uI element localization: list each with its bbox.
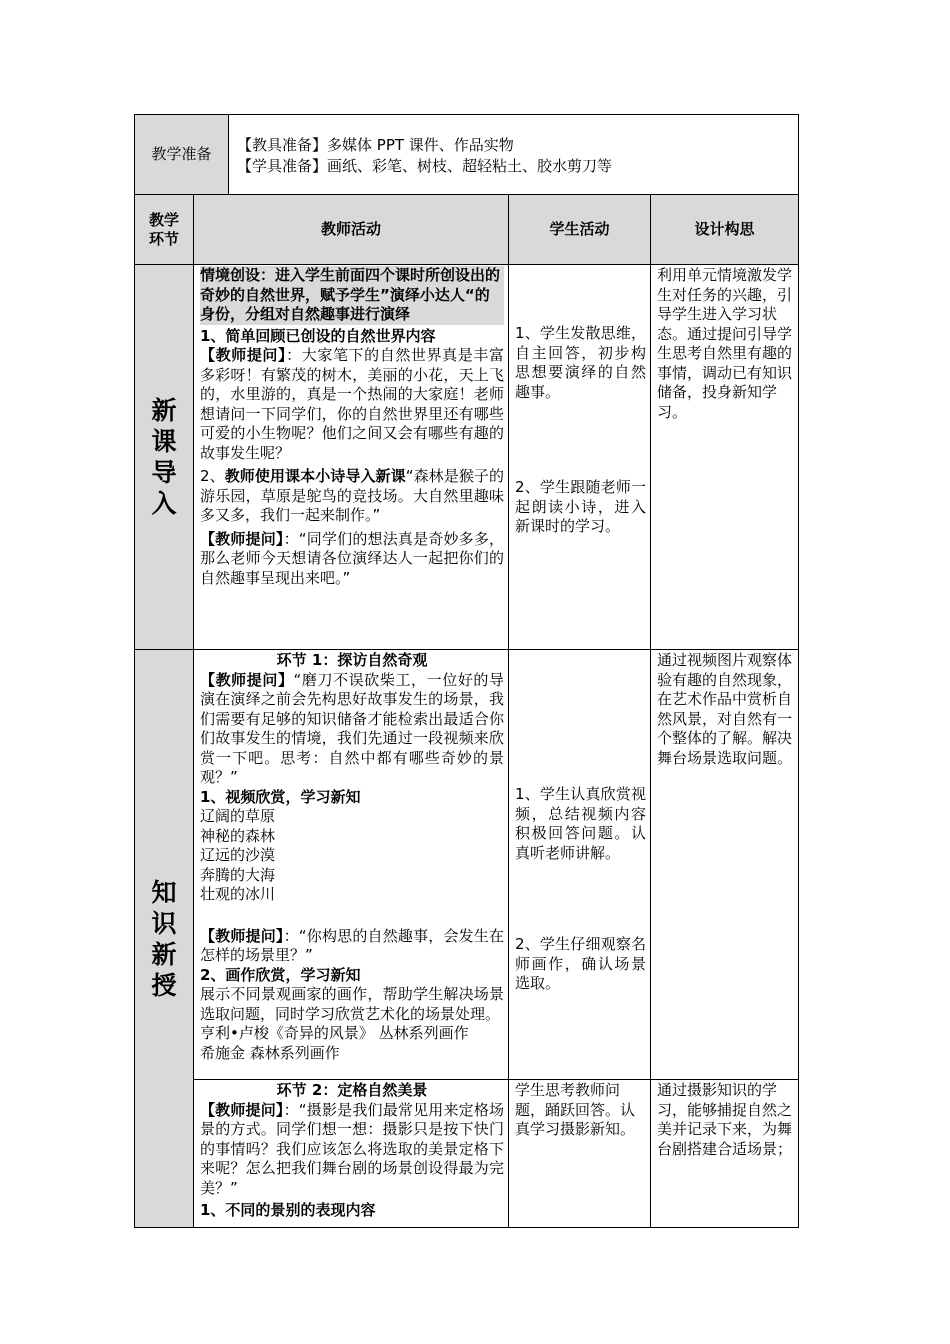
stage-new-knowledge xyxy=(135,650,194,1228)
intro-row xyxy=(135,265,799,650)
landscape-item: 神秘的森林 xyxy=(200,826,276,845)
question-text: ：“摄影是我们最常见用来定格场景的方式。同学们想一想：摄影只是按下快门的事情吗？我们应该怎么将选取的美景定格下来呢？怎么把我们舞台剧的场景创设得最为完美？” xyxy=(200,1100,505,1197)
landscape-item: 辽阔的草原 xyxy=(200,807,276,825)
section1-student-1: 1、学生认真欣赏视频，总结视频内容积极回答问题。认真听老师讲解。 xyxy=(515,785,647,862)
stage-char: 导 xyxy=(151,458,177,487)
question-text: “磨刀不误砍柴工，一位好的导演在演绎之前会先构思好故事发生的场景，我们需要有足够的知识储备才能检索出最适合你们故事发生的情境，我们先通过一段视频来欣赏一下吧。思考：自然中都有哪些奇妙的景观？” xyxy=(200,670,505,786)
stage-char: 知 xyxy=(151,877,177,907)
section2-row xyxy=(135,1080,799,1228)
stage-char: 新 xyxy=(151,396,177,425)
intro-item1-title: 1、简单回顾已创设的自然世界内容 xyxy=(200,326,436,345)
section1-title: 环节 1：探访自然奇观 xyxy=(276,651,428,669)
stage-char: 授 xyxy=(151,970,177,1000)
header-stage-line2: 环节 xyxy=(148,229,179,248)
header-stage-line1: 教学 xyxy=(148,210,179,229)
prep-row xyxy=(135,115,799,195)
new-knowledge-row xyxy=(135,650,799,1080)
item2-text: “森林是猴子的游乐园，草原是鸵鸟的竞技场。大自然里趣味多又多，我们一起来制作。” xyxy=(200,467,505,524)
intro-student-2: 2、学生跟随老师一起朗读小诗，进入新课时的学习。 xyxy=(515,478,647,535)
question-label: 【教师提问】 xyxy=(200,346,287,364)
header-student: 学生活动 xyxy=(509,195,651,265)
section1-question2 xyxy=(200,927,504,966)
intro-question2 xyxy=(200,530,504,589)
section2-teacher-activity xyxy=(194,1080,509,1228)
section2-title: 环节 2：定格自然美景 xyxy=(276,1081,428,1099)
intro-student-activity xyxy=(509,265,651,650)
header-row xyxy=(135,195,799,265)
intro-question1 xyxy=(200,346,504,463)
scenario-text: 情境创设：进入学生前面四个课时所创设出的奇妙的自然世界，赋予学生”演绎小达人“的身份，分组对自然趣事进行演绎 xyxy=(200,266,504,325)
artwork-2: 希施金 森林系列画作 xyxy=(200,1043,340,1062)
section1-item1-title: 1、视频欣赏，学习新知 xyxy=(200,787,361,806)
landscape-item: 辽远的沙漠 xyxy=(200,846,276,864)
stage-intro xyxy=(135,265,194,650)
stage-char: 课 xyxy=(151,427,177,456)
header-stage xyxy=(135,195,194,265)
question-text: ：大家笔下的自然世界真是丰富多彩呀！有繁茂的树木，美丽的小花，天上飞的，水里游的，真是一个热闹的大家庭！老师想请问一下同学们，你的自然世界里还有哪些可爱的小生物呢？他们之间又会有哪些有趣的故事发生呢？ xyxy=(200,346,505,462)
section1-question1 xyxy=(200,671,504,788)
landscape-item: 奔腾的大海 xyxy=(200,865,276,884)
section2-item1-title: 1、不同的景别的表现内容 xyxy=(200,1201,376,1219)
artwork-1: 亨利•卢梭《奇异的风景》 丛林系列画作 xyxy=(200,1024,469,1042)
section2-question xyxy=(200,1101,504,1199)
section1-design: 通过视频图片观察体验有趣的自然现象，在艺术作品中赏析自然风景，对自然有一个整体的了解。解决舞台场景选取问题。 xyxy=(651,650,799,1080)
stage-char: 识 xyxy=(151,908,177,938)
prep-tools: 【教具准备】多媒体 PPT 课件、作品实物 xyxy=(237,135,514,154)
stage-char: 入 xyxy=(151,489,177,518)
intro-teacher-activity xyxy=(194,265,509,650)
section2-student-activity: 学生思考教师问题，踊跃回答。认真学习摄影新知。 xyxy=(509,1080,651,1228)
lesson-plan-table xyxy=(134,114,799,1228)
stage-char: 新 xyxy=(151,939,177,969)
question-text: ：“你构思的自然趣事，会发生在怎样的场景里？” xyxy=(200,926,505,964)
landscape-item: 壮观的冰川 xyxy=(200,885,276,903)
intro-item2 xyxy=(200,467,504,526)
intro-design: 利用单元情境激发学生对任务的兴趣，引导学生进入学习状态。通过提问引导学生思考自然里有趣的事情，调动已有知识储备，投身新知学习。 xyxy=(651,265,799,650)
header-design: 设计构思 xyxy=(651,195,799,265)
question-label: 【教师提问】 xyxy=(200,1100,284,1119)
section2-design: 通过摄影知识的学习，能够捕捉自然之美并记录下来，为舞台剧搭建合适场景； xyxy=(651,1080,799,1228)
prep-label: 教学准备 xyxy=(135,115,229,195)
question-label: 【教师提问】 xyxy=(200,926,284,945)
item2-prefix: 2、 xyxy=(200,467,225,485)
question-label: 【教师提问】 xyxy=(200,529,284,548)
question-label: 【教师提问】 xyxy=(200,670,294,689)
header-teacher: 教师活动 xyxy=(194,195,509,265)
prep-content xyxy=(229,115,799,195)
section1-item2-title: 2、画作欣赏，学习新知 xyxy=(200,965,361,984)
item2-bold: 教师使用课本小诗导入新课 xyxy=(224,467,406,485)
section1-item2-text: 展示不同景观画家的画作，帮助学生解决场景选取问题，同时学习欣赏艺术化的场景处理。 xyxy=(200,985,505,1023)
prep-materials: 【学具准备】画纸、彩笔、树枝、超轻粘土、胶水剪刀等 xyxy=(237,156,613,175)
question-text: ：“同学们的想法真是奇妙多多，那么老师今天想请各位演绎达人一起把你们的自然趣事呈现出来吧。” xyxy=(200,529,505,587)
section1-teacher-activity xyxy=(194,650,509,1080)
intro-student-1: 1、学生发散思维，自主回答，初步构思想要演绎的自然趣事。 xyxy=(515,324,647,401)
section1-student-activity xyxy=(509,650,651,1080)
section1-student-2: 2、学生仔细观察名师画作，确认场景选取。 xyxy=(515,935,647,992)
